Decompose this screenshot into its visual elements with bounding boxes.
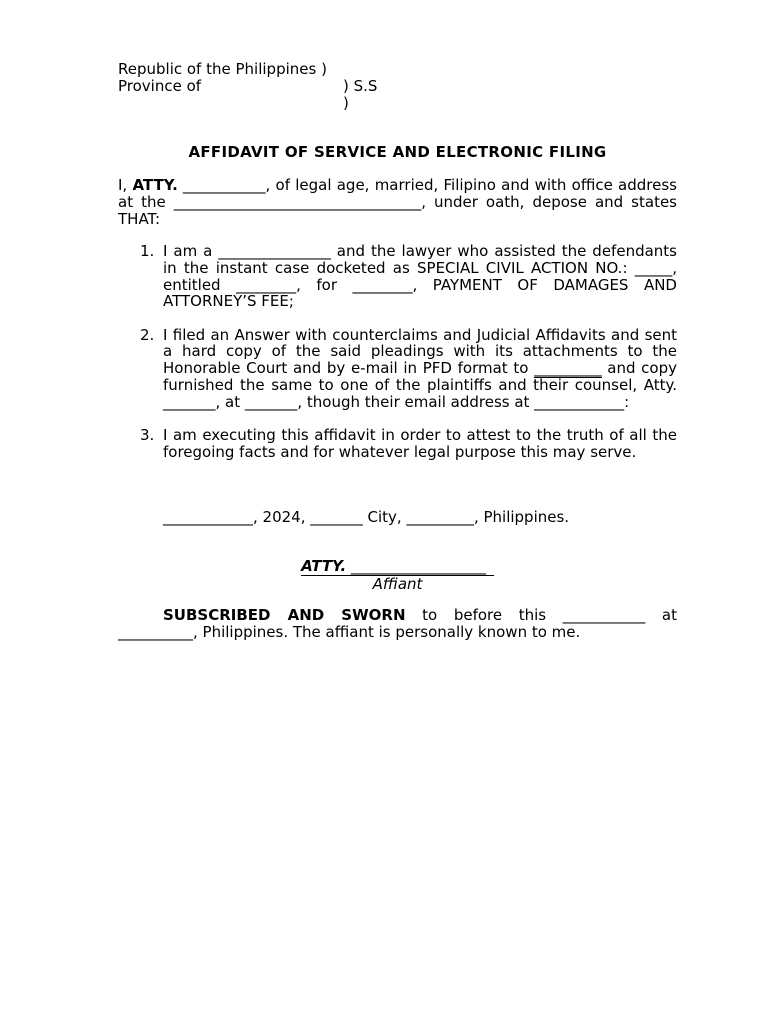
item-text-after: and copy furnished the same to one of the plaintiffs and their counsel, Atty. _______, at _______, though their email address at ____________: xyxy=(163,359,677,411)
email-blank: _________ xyxy=(534,359,602,378)
item-text: I am executing this affidavit in order to attest to the truth of all the foregoing facts and for whatever legal purpose this may serve. xyxy=(163,426,677,461)
item-number: 2. xyxy=(140,325,155,344)
list-item xyxy=(118,427,677,461)
signatory-blank: __________________ xyxy=(346,557,486,575)
jurat-bold: SUBSCRIBED AND SWORN xyxy=(163,606,406,624)
jurat-paragraph xyxy=(118,607,677,641)
caption-republic: Republic of the Philippines ) xyxy=(118,60,327,78)
item-text: I am a _______________ and the lawyer who assisted the defendants in the instant case docketed as SPECIAL CIVIL ACTION NO.: _____, entitled ________, for ________, PAYMENT OF DAMAGES AND ATTORNEY’S FEE; xyxy=(163,242,677,311)
list-item xyxy=(118,327,677,411)
caption-line-3 xyxy=(118,95,418,112)
signature-block xyxy=(118,558,677,593)
document-title: AFFIDAVIT OF SERVICE AND ELECTRONIC FILING xyxy=(188,143,607,161)
venue-caption xyxy=(118,61,418,111)
jurat-text: to before this ___________ at __________, Philippines. The affiant is personally known to me. xyxy=(118,606,677,641)
intro-atty: ATTY. xyxy=(132,176,178,194)
caption-ss: ) S.S xyxy=(343,76,378,95)
list-item xyxy=(118,243,677,310)
intro-text: ___________, of legal age, married, Filipino and with office address at the _________________________________, under oath, depose and states THAT: xyxy=(118,176,677,228)
caption-paren: ) xyxy=(343,93,349,112)
item-number: 1. xyxy=(140,242,155,260)
caption-province: Province of xyxy=(118,76,202,95)
signature-line xyxy=(301,558,494,576)
caption-line-2 xyxy=(118,78,418,95)
signatory-name: ATTY. xyxy=(301,557,347,575)
date-place-line: ____________, 2024, _______ City, _________, Philippines. xyxy=(163,508,570,526)
numbered-list xyxy=(118,243,677,477)
signatory-role: Affiant xyxy=(372,574,423,593)
item-text-before: I filed an Answer with counterclaims and Judicial Affidavits and sent a hard copy of the said pleadings with its attachments to the Honorable Court and by e-mail in PFD format to xyxy=(163,325,677,378)
item-number: 3. xyxy=(140,426,155,445)
caption-line-1 xyxy=(118,61,418,78)
intro-prefix: I, xyxy=(118,176,133,194)
intro-paragraph xyxy=(118,177,677,227)
